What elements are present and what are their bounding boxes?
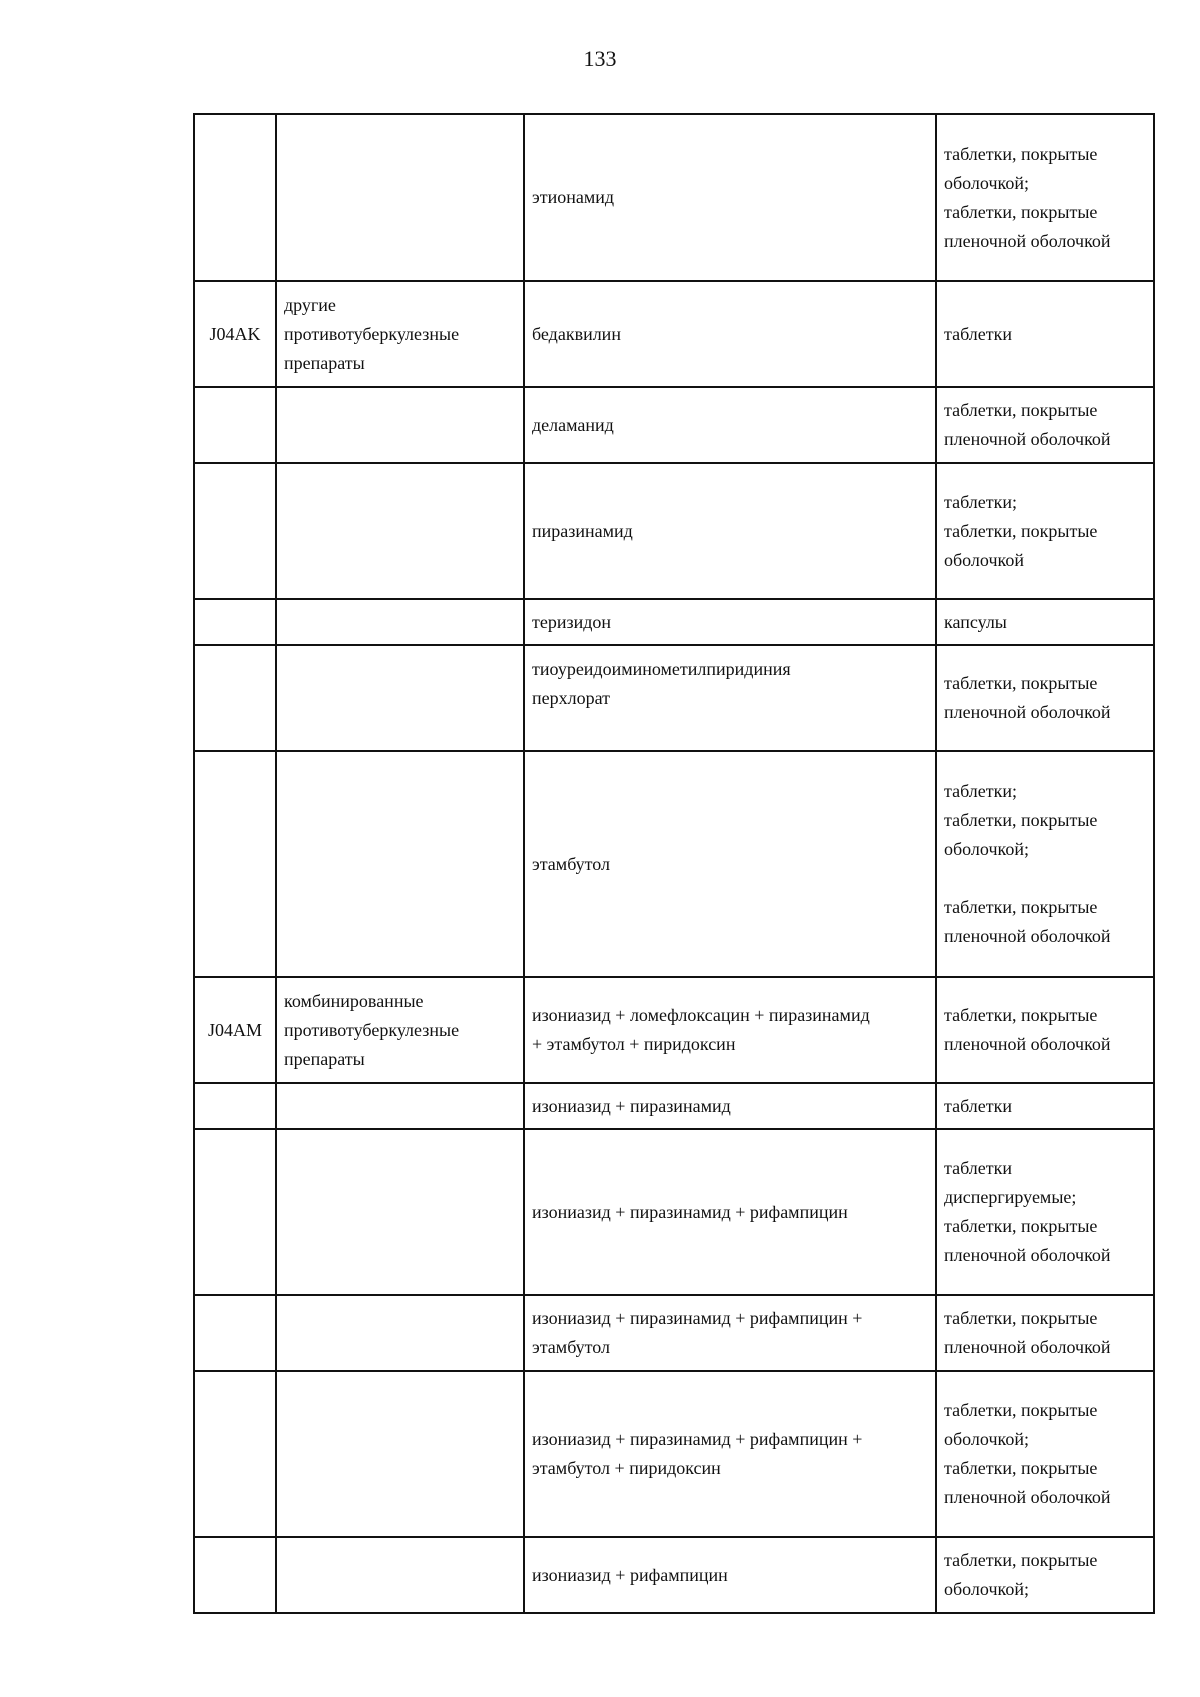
dosage-form-line: таблетки, покрытые — [944, 143, 1098, 164]
dosage-form-line: оболочкой; — [944, 1579, 1029, 1599]
dosage-form-line: таблетки, покрытые — [944, 1400, 1098, 1420]
drug-name-line: этамбутол + пиридоксин — [532, 1458, 721, 1478]
drug-name-cell — [524, 645, 936, 751]
dosage-form-cell — [936, 645, 1154, 751]
drug-name-cell — [524, 114, 936, 281]
group-name-cell — [276, 1129, 524, 1295]
drug-name-line: изониазид + ломефлоксацин + пиразинамид — [532, 1005, 870, 1025]
dosage-form-cell — [936, 463, 1154, 599]
group-name-cell — [276, 645, 524, 751]
dosage-form-line: пленочной оболочкой — [944, 926, 1111, 946]
drug-name-line: изониазид + пиразинамид + рифампицин — [532, 1201, 848, 1222]
dosage-form-line: оболочкой; — [944, 172, 1029, 193]
table-row — [194, 1083, 1154, 1129]
group-name-cell — [276, 1083, 524, 1129]
atc-code-cell — [194, 1295, 276, 1371]
atc-code-cell — [194, 114, 276, 281]
dosage-form-cell — [936, 1295, 1154, 1371]
group-name-line: противотуберкулезные — [284, 323, 460, 344]
table-row — [194, 751, 1154, 977]
dosage-form-cell — [936, 281, 1154, 387]
table-body — [194, 114, 1154, 1613]
dosage-form-line: таблетки, покрытые — [944, 1458, 1098, 1478]
dosage-form-line: оболочкой; — [944, 1429, 1029, 1449]
drug-table — [193, 113, 1155, 1614]
dosage-form-cell — [936, 1371, 1154, 1537]
dosage-form-line: пленочной оболочкой — [944, 1337, 1111, 1357]
dosage-form-line: пленочной оболочкой — [944, 702, 1111, 722]
dosage-form-line: таблетки, покрытые — [944, 673, 1098, 693]
table-row — [194, 645, 1154, 751]
group-name-line: другие — [284, 294, 336, 315]
drug-name-cell — [524, 751, 936, 977]
table-row — [194, 1295, 1154, 1371]
table-row — [194, 599, 1154, 645]
dosage-form-line: таблетки — [944, 1158, 1013, 1178]
drug-name-line: изониазид + пиразинамид + рифампицин + — [532, 1308, 863, 1328]
dosage-form-cell — [936, 387, 1154, 463]
atc-code-cell — [194, 645, 276, 751]
group-name-line: препараты — [284, 352, 365, 373]
dosage-form-cell — [936, 114, 1154, 281]
drug-name-cell — [524, 1129, 936, 1295]
dosage-form-cell — [936, 1537, 1154, 1613]
dosage-form-line: пленочной оболочкой — [944, 1487, 1111, 1507]
drug-name-line: изониазид + рифампицин — [532, 1564, 728, 1585]
dosage-form-cell — [936, 751, 1154, 977]
table-row — [194, 281, 1154, 387]
drug-name-line: + этамбутол + пиридоксин — [532, 1034, 736, 1054]
drug-name-cell — [524, 1537, 936, 1613]
atc-code-cell — [194, 751, 276, 977]
group-name-line: противотуберкулезные — [284, 1019, 460, 1040]
group-name-line: препараты — [284, 1048, 365, 1069]
drug-name-line: теризидон — [532, 611, 612, 632]
drug-name-line: изониазид + пиразинамид — [532, 1095, 731, 1116]
atc-code-cell: J04AM — [194, 977, 276, 1083]
dosage-form-cell — [936, 599, 1154, 645]
group-name-cell — [276, 1371, 524, 1537]
atc-code-cell — [194, 1537, 276, 1613]
table-row — [194, 387, 1154, 463]
dosage-form-line — [944, 864, 1146, 893]
table-row — [194, 114, 1154, 281]
drug-name-line: бедаквилин — [532, 323, 621, 344]
dosage-form-line: таблетки, покрытые — [944, 201, 1098, 222]
dosage-form-line: таблетки; — [944, 781, 1018, 801]
drug-name-line: этионамид — [532, 187, 615, 207]
group-name-cell — [276, 1537, 524, 1613]
drug-name-line: изониазид + пиразинамид + рифампицин + — [532, 1429, 863, 1449]
atc-code-cell — [194, 463, 276, 599]
drug-name-cell — [524, 281, 936, 387]
group-name-cell — [276, 387, 524, 463]
drug-name-line: этамбутол — [532, 853, 611, 874]
atc-code-cell — [194, 1083, 276, 1129]
table-row — [194, 977, 1154, 1083]
dosage-form-line: таблетки, покрытые — [944, 1216, 1098, 1236]
dosage-form-line: таблетки, покрытые — [944, 400, 1098, 420]
group-name-cell — [276, 599, 524, 645]
drug-name-line: этамбутол — [532, 1337, 611, 1357]
group-name-cell — [276, 1295, 524, 1371]
drug-name-cell — [524, 1371, 936, 1537]
atc-code-cell — [194, 387, 276, 463]
dosage-form-line: капсулы — [944, 611, 1007, 632]
dosage-form-line: таблетки, покрытые — [944, 810, 1098, 830]
drug-name-cell — [524, 463, 936, 599]
dosage-form-line: таблетки, покрытые — [944, 1550, 1098, 1570]
drug-name-cell — [524, 1295, 936, 1371]
dosage-form-line: оболочкой; — [944, 839, 1029, 859]
dosage-form-line: оболочкой — [944, 549, 1024, 570]
atc-code-cell — [194, 1371, 276, 1537]
group-name-cell — [276, 977, 524, 1083]
drug-name-line — [532, 713, 928, 742]
dosage-form-cell — [936, 1129, 1154, 1295]
page-number: 133 — [583, 46, 617, 71]
dosage-form-line: таблетки; — [944, 491, 1018, 512]
drug-name-cell — [524, 599, 936, 645]
drug-name-line: пиразинамид — [532, 520, 633, 541]
drug-name-cell — [524, 977, 936, 1083]
dosage-form-line: таблетки — [944, 323, 1013, 344]
dosage-form-line: пленочной оболочкой — [944, 230, 1111, 251]
drug-name-cell — [524, 1083, 936, 1129]
dosage-form-line: таблетки, покрытые — [944, 1005, 1098, 1025]
dosage-form-line: пленочной оболочкой — [944, 1034, 1111, 1054]
drug-name-line: перхлорат — [532, 687, 610, 708]
dosage-form-line: диспергируемые; — [944, 1187, 1077, 1207]
atc-code-cell — [194, 599, 276, 645]
dosage-form-cell — [936, 977, 1154, 1083]
dosage-form-line: таблетки, покрытые — [944, 1308, 1098, 1328]
table-row — [194, 1129, 1154, 1295]
atc-code-cell — [194, 1129, 276, 1295]
group-name-cell — [276, 114, 524, 281]
dosage-form-line: пленочной оболочкой — [944, 429, 1111, 449]
table-row — [194, 1537, 1154, 1613]
group-name-line: комбинированные — [284, 990, 424, 1011]
drug-name-cell — [524, 387, 936, 463]
drug-name-line: деламанид — [532, 414, 614, 435]
drug-name-line: тиоуреидоиминометилпиридиния — [532, 658, 791, 679]
dosage-form-line: пленочной оболочкой — [944, 1245, 1111, 1265]
table-row — [194, 463, 1154, 599]
group-name-cell — [276, 463, 524, 599]
dosage-form-line: таблетки, покрытые — [944, 897, 1098, 917]
dosage-form-line: таблетки, покрытые — [944, 520, 1098, 541]
dosage-form-cell — [936, 1083, 1154, 1129]
table-row — [194, 1371, 1154, 1537]
dosage-form-line: таблетки — [944, 1095, 1013, 1116]
group-name-cell — [276, 751, 524, 977]
group-name-cell — [276, 281, 524, 387]
atc-code-cell: J04AK — [194, 281, 276, 387]
